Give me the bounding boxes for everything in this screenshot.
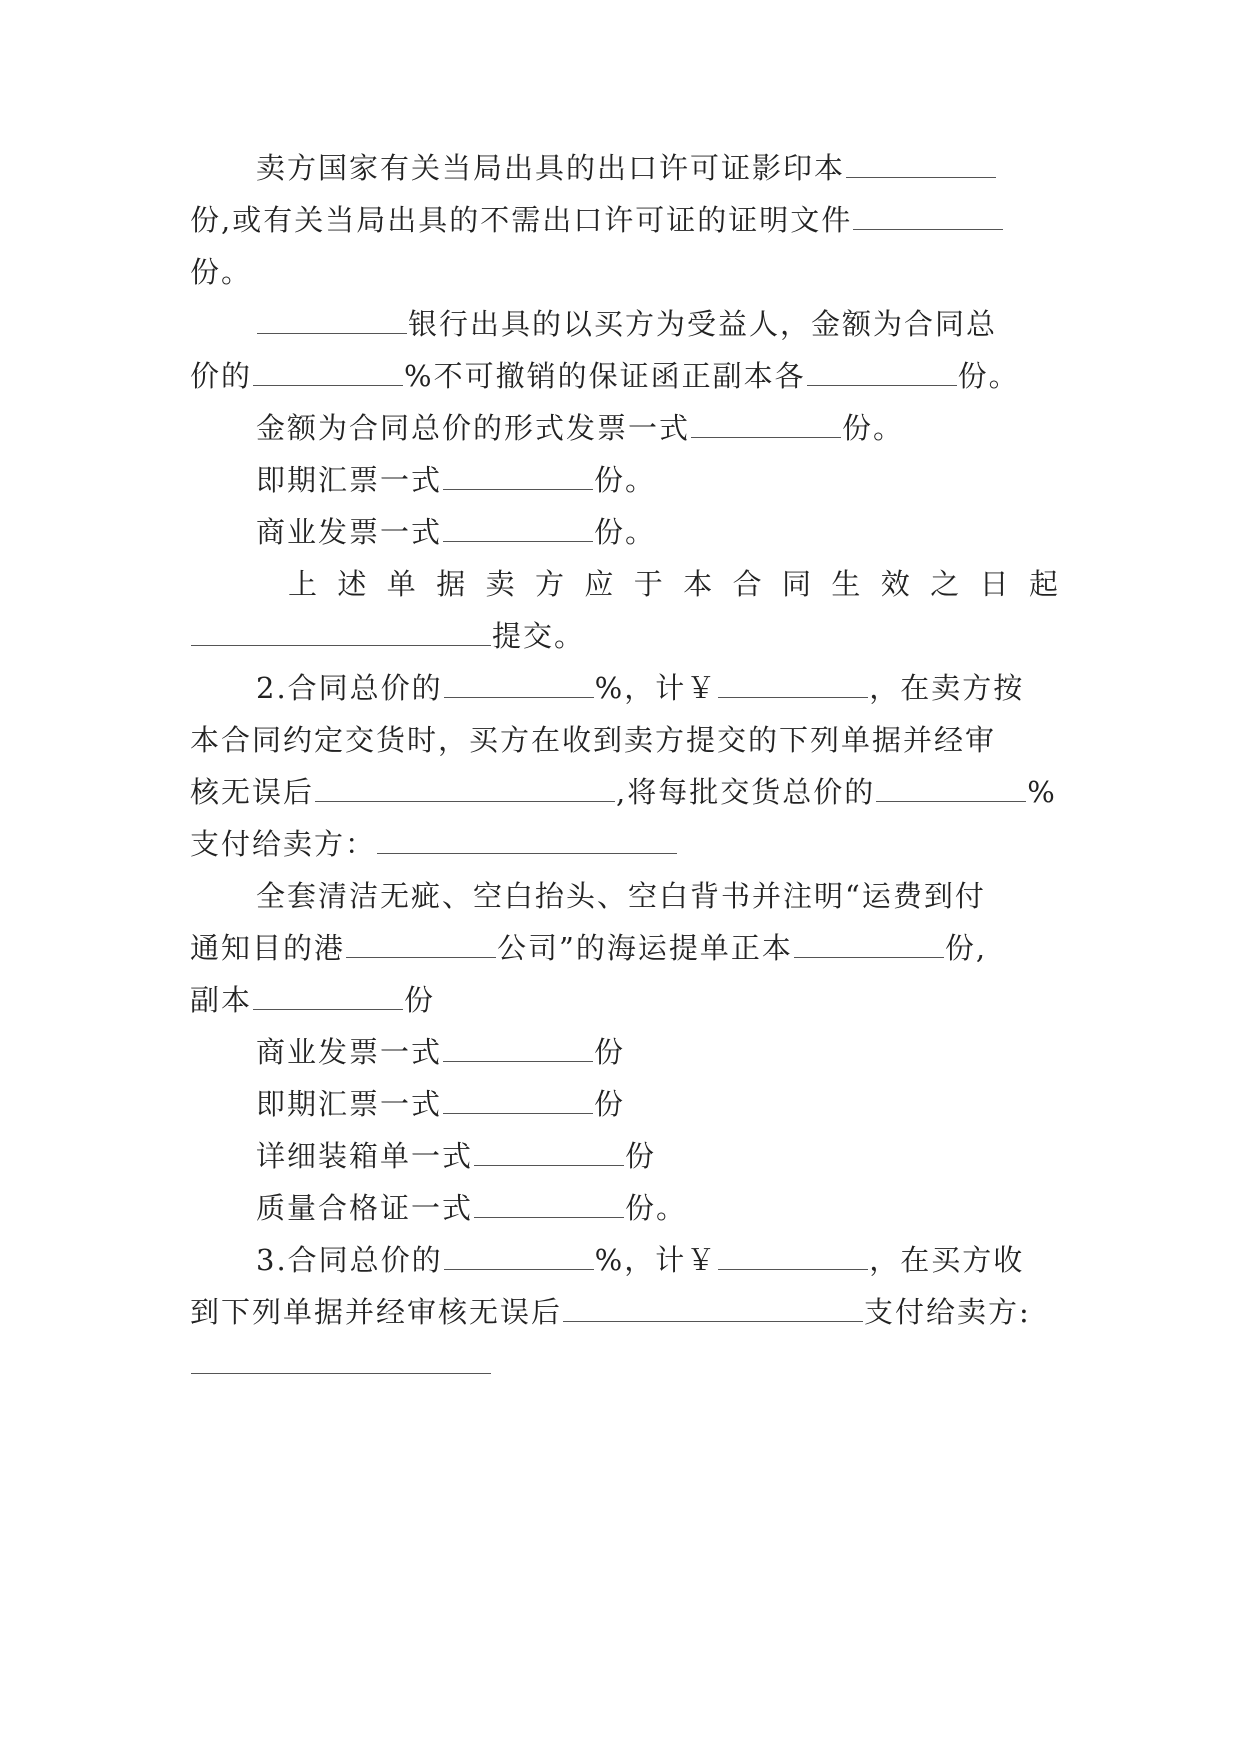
fill-blank: [718, 669, 868, 698]
text-segment: 上 述 单 据 卖 方 应 于 本 合 同 生 效 之 日 起: [288, 567, 1060, 601]
fill-blank: [315, 773, 615, 802]
text-segment: 通知目的港: [190, 931, 346, 965]
text-line: [256, 1084, 1060, 1124]
fill-blank: [794, 929, 944, 958]
fill-blank: [253, 981, 403, 1010]
text-segment: 份,或有关当局出具的不需出口许可证的证明文件: [190, 203, 853, 237]
text-segment: 份。: [842, 411, 905, 445]
text-line: [190, 356, 1060, 396]
text-line: [256, 1032, 1060, 1072]
text-segment: %，计￥: [594, 1243, 718, 1277]
text-segment: ,将每批交货总价的: [616, 775, 876, 809]
fill-blank: [853, 201, 1003, 230]
text-segment: 份。: [594, 463, 657, 497]
text-segment: ，在卖方按: [869, 671, 1025, 705]
text-line: [190, 252, 1060, 292]
fill-blank: [718, 1241, 868, 1270]
text-line: [190, 1292, 1060, 1332]
text-line: [190, 928, 1060, 968]
text-line: [256, 668, 1060, 708]
text-segment: 价的: [190, 359, 253, 393]
fill-blank: [443, 461, 593, 490]
text-segment: 支付给卖方:: [864, 1295, 1031, 1329]
fill-blank: [443, 1033, 593, 1062]
fill-blank: [191, 617, 491, 646]
text-segment: 商业发票一式: [256, 1035, 443, 1069]
text-segment: 即期汇票一式: [256, 463, 443, 497]
text-segment: 到下列单据并经审核无误后: [190, 1295, 563, 1329]
fill-blank: [253, 357, 403, 386]
fill-blank: [443, 1085, 593, 1114]
text-line: [256, 304, 1060, 344]
text-line: [190, 616, 1060, 656]
fill-blank: [807, 357, 957, 386]
text-line: [190, 200, 1060, 240]
text-segment: 份: [404, 983, 436, 1017]
text-segment: %不可撤销的保证函正副本各: [404, 359, 806, 393]
fill-blank: [876, 773, 1026, 802]
text-segment: 质量合格证一式: [256, 1191, 474, 1225]
text-line: [256, 512, 1060, 552]
text-line: [256, 148, 1060, 188]
text-segment: %: [1027, 775, 1057, 809]
text-segment: 商业发票一式: [256, 515, 443, 549]
text-segment: 2.合同总价的: [256, 671, 443, 705]
text-segment: 3.合同总价的: [256, 1243, 443, 1277]
fill-blank: [444, 669, 594, 698]
text-segment: 银行出具的以买方为受益人，金额为合同总: [408, 307, 998, 341]
text-segment: 全套清洁无疵、空白抬头、空白背书并注明“运费到付: [256, 879, 986, 913]
text-segment: 即期汇票一式: [256, 1087, 443, 1121]
text-line: [190, 772, 1060, 812]
text-line: [256, 460, 1060, 500]
text-segment: 份: [625, 1139, 657, 1173]
text-segment: ，在买方收: [869, 1243, 1025, 1277]
fill-blank: [474, 1137, 624, 1166]
fill-blank: [191, 1345, 491, 1374]
fill-blank: [346, 929, 496, 958]
text-segment: 本合同约定交货时，买方在收到卖方提交的下列单据并经审: [190, 723, 997, 757]
text-segment: 份。: [957, 359, 1020, 393]
text-line: [190, 824, 1060, 864]
text-segment: 卖方国家有关当局出具的出口许可证影印本: [256, 151, 846, 185]
text-line: [190, 720, 1060, 760]
text-line: [288, 564, 1060, 604]
fill-blank: [443, 513, 593, 542]
text-segment: 份。: [594, 515, 657, 549]
text-line: [190, 980, 1060, 1020]
text-segment: 提交。: [492, 619, 586, 653]
fill-blank: [846, 149, 996, 178]
text-segment: 公司”的海运提单正本: [497, 931, 793, 965]
text-segment: 份。: [190, 255, 253, 289]
text-line: [256, 1188, 1060, 1228]
text-line: [256, 408, 1060, 448]
text-line: [256, 1240, 1060, 1280]
text-segment: 份。: [625, 1191, 688, 1225]
text-line: [190, 1344, 1060, 1384]
text-segment: 核无误后: [190, 775, 315, 809]
text-segment: 份,: [944, 931, 988, 965]
text-segment: 份: [594, 1087, 626, 1121]
fill-blank: [377, 825, 677, 854]
fill-blank: [691, 409, 841, 438]
fill-blank: [563, 1293, 863, 1322]
fill-blank: [474, 1189, 624, 1218]
fill-blank: [444, 1241, 594, 1270]
text-segment: 详细装箱单一式: [256, 1139, 474, 1173]
text-segment: 支付给卖方：: [190, 827, 377, 861]
text-segment: 金额为合同总价的形式发票一式: [256, 411, 691, 445]
text-segment: 份: [594, 1035, 626, 1069]
text-segment: 副本: [190, 983, 253, 1017]
text-line: [256, 1136, 1060, 1176]
text-segment: %，计￥: [594, 671, 718, 705]
fill-blank: [257, 305, 407, 334]
text-line: [256, 876, 1060, 916]
